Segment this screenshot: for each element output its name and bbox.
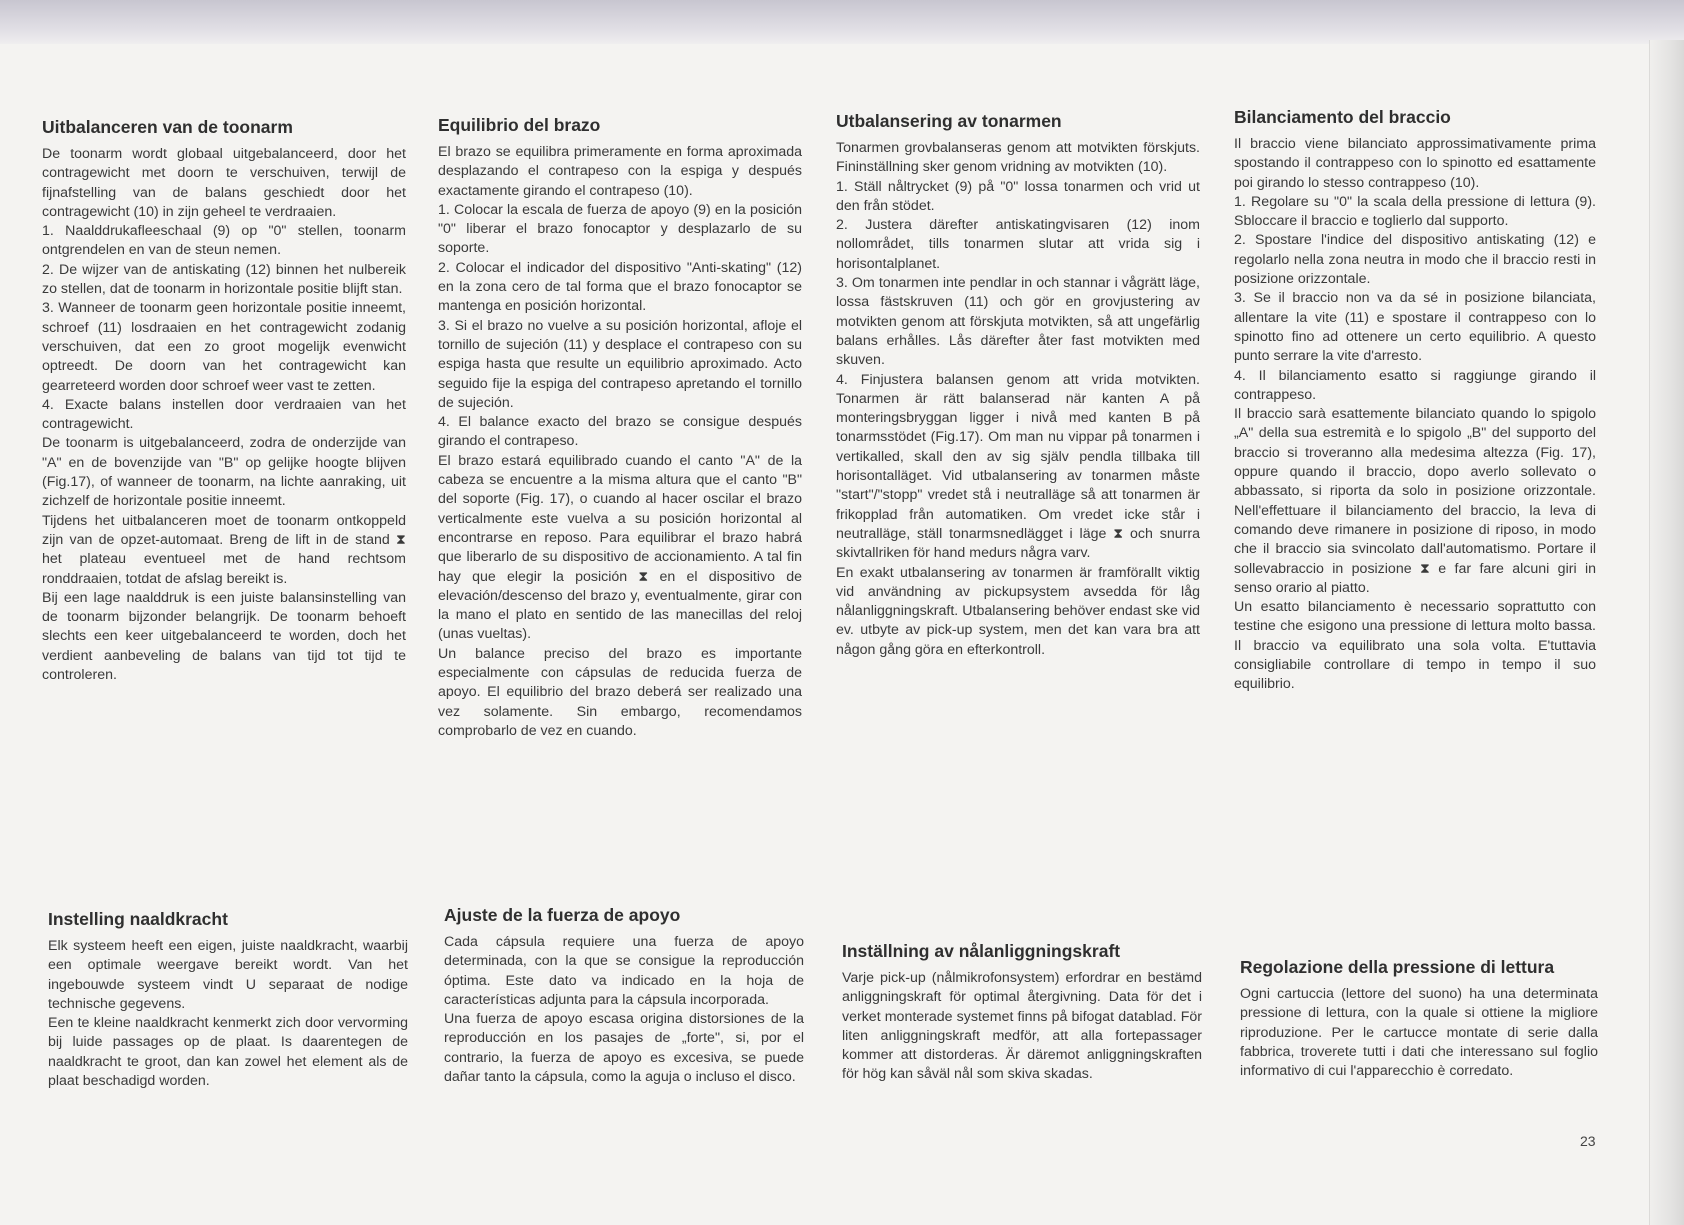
paragraph: 3. Si el brazo no vuelve a su posición horizontal, afloje el tornillo de sujeción (11) y desplace el contrapeso con su espiga hasta que resulte un equilibrio aproximado. Acto seguido fije la espiga del contrapeso apretando el tornillo de sujeción. xyxy=(438,317,802,411)
section-title: Ajuste de la fuerza de apoyo xyxy=(444,905,681,925)
paragraph: Elk systeem heeft een eigen, juiste naaldkracht, waarbij een optimale weergave bereikt wordt. Van het ingebouwde systeem vindt U separaat de nodige technische gegevens. xyxy=(48,938,408,1012)
paragraph: 4. Exacte balans instellen door verdraaien van het contragewicht. xyxy=(42,396,406,433)
column-swedish xyxy=(836,110,1200,660)
paragraph: De toonarm is uitgebalanceerd, zodra de onderzijde van "A" en de bovenzijde van "B" op gelijke hoogte blijven (Fig.17), of wanneer de toonarm, na lichte aanraking, uit zichzelf de horizontale positie inneemt. xyxy=(42,435,406,510)
paragraph: Bij een lage naalddruk is een juiste balansinstelling van de toonarm bijzonder belangrijk. De toonarm behoeft slechts een keer uitgebalanceerd te worden, doch het verdient aanbeveling de balans van tijd tot tijd te controleren. xyxy=(42,589,406,684)
section-title: Inställning av nålanliggningskraft xyxy=(842,941,1121,961)
paragraph: 4. El balance exacto del brazo se consigue después girando el contrapeso. xyxy=(438,414,802,450)
section-title: Instelling naaldkracht xyxy=(48,909,228,929)
section-title: Bilanciamento del braccio xyxy=(1234,107,1451,127)
paragraph: 2. De wijzer van de antiskating (12) binnen het nulbereik zo stellen, dat de toonarm in horizontale positie blijft stan. xyxy=(42,261,406,298)
paragraph: 4. Finjustera balansen genom att vrida motvikten. Tonarmen är rätt balanserad när kanten A på monteringsbryggan ligger i nivå med kanten B på tonarmsstödet (Fig.17). Om man nu vippar på tonarmen i vertikalled, skall den av sig själv pendla tillbaka till horisontalläget. Vid utbalansering av tonarmen måste "start"/"stopp" vredet stå i neutralläge så att tonarmen är frikopplad från automatiken. Om vredet icke står i neutralläge, ställ tonarmsnedlägget i läge ⧗ och snurra skivtallriken för hand medurs några varv. xyxy=(836,371,1200,562)
paragraph: Tonarmen grovbalanseras genom att motvikten förskjuts. Fininställning sker genom vridning av motvikten (10). xyxy=(836,140,1200,176)
paragraph: Una fuerza de apoyo escasa origina distorsiones de la reproducción en los pasajes de „forte", si, por el contrario, la fuerza de apoyo es excesiva, se puede dañar tanto la cápsula, como la aguja o incluso el disco. xyxy=(444,1011,804,1086)
paragraph: 2. Spostare l'indice del dispositivo antiskating (12) e regolarlo nella zona neutra in modo che il braccio resti in posizione orizzontale. xyxy=(1234,232,1596,288)
paragraph: 1. Regolare su "0" la scala della pressione di lettura (9). Sbloccare il braccio e toglierlo dal supporto. xyxy=(1234,193,1596,230)
paragraph: 4. Il bilanciamento esatto si raggiunge girando il contrappeso. xyxy=(1234,367,1596,403)
paragraph: En exakt utbalansering av tonarmen är framförallt viktig vid användning av pickupsystem avsedda för låg nålanliggningskraft. Utbalansering behöver endast ske vid ev. utbyte av pick-up system, men det kan vara bra att någon gång göra en efterkontroll. xyxy=(836,564,1200,658)
section-title: Equilibrio del brazo xyxy=(438,115,601,135)
paragraph: Cada cápsula requiere una fuerza de apoyo determinada, con la que se consigue la reproducción óptima. Este dato va indicado en la hoja de características adjunta para la cápsula incorporada. xyxy=(444,934,804,1008)
paragraph: El brazo se equilibra primeramente en forma aproximada desplazando el contrapeso con la espiga y después exactamente girando el contrapeso (10). xyxy=(438,144,802,199)
paragraph: 3. Wanneer de toonarm geen horizontale positie inneemt, schroef (11) losdraaien en het contragewicht zodanig verschuiven, dat een zo groot mogelijk evenwicht optreedt. De doorn van het contragewicht kan gearreteerd worden door schroef weer vast te zetten. xyxy=(42,300,406,394)
column-spanish-section2 xyxy=(444,904,804,1087)
paragraph: Un balance preciso del brazo es importante especialmente con cápsulas de reducida fuerza de apoyo. El equilibrio del brazo deberá ser realizado una vez solamente. Sin embargo, recomendamos comprobarlo de vez en cuando. xyxy=(438,645,802,739)
paragraph: 2. Justera därefter antiskatingvisaren (12) inom nollområdet, tills tonarmen slutar att vrida sig i horisontalplanet. xyxy=(836,217,1200,272)
paragraph: 3. Se il braccio non va da sé in posizione bilanciata, allentare la vite (11) e spostare il contrappeso con lo spinotto fino ad ottenere un certo equilibrio. A questo punto serrare la vite d'arresto. xyxy=(1234,290,1596,365)
column-swedish-section2 xyxy=(842,940,1202,1085)
section-title: Regolazione della pressione di lettura xyxy=(1240,957,1555,977)
page-number: 23 xyxy=(1580,1133,1596,1149)
paragraph: Il braccio viene bilanciato approssimativamente prima spostando il contrappeso con lo spinotto ed esattamente poi girando lo stesso contrappeso (10). xyxy=(1234,136,1596,191)
paragraph: 1. Colocar la escala de fuerza de apoyo (9) en la posición "0" liberar el brazo fonocaptor y desplazarlo de su soporte. xyxy=(438,201,802,257)
section-title: Uitbalanceren van de toonarm xyxy=(42,117,293,137)
paragraph: 1. Naalddrukafleeschaal (9) op "0" stellen, toonarm ontgrendelen en van de steun nemen. xyxy=(42,223,406,259)
paragraph: Tijdens het uitbalanceren moet de toonarm ontkoppeld zijn van de opzet-automaat. Breng de lift in de stand ⧗ het plateau eventueel met de hand rechtsom ronddraaien, totdat de afslag bereikt is. xyxy=(42,512,406,587)
column-italian-section2 xyxy=(1240,956,1598,1081)
column-spanish xyxy=(438,114,802,741)
column-italian xyxy=(1234,106,1596,695)
section-title: Utbalansering av tonarmen xyxy=(836,111,1062,131)
paragraph: De toonarm wordt globaal uitgebalanceerd, door het contragewicht met doorn te verschuiven, terwijl de fijnafstelling van de balans geschiedt door het contragewicht (10) in zijn geheel te verdraaien. xyxy=(42,146,406,220)
column-dutch-section2 xyxy=(48,908,408,1091)
page-right-edge xyxy=(1649,40,1684,1225)
page-top-shadow xyxy=(0,0,1684,44)
paragraph: Ogni cartuccia (lettore del suono) ha una determinata pressione di lettura, con la quale si ottiene la migliore riproduzione. Per le cartucce montate di serie dalla fabbrica, troverete tutti i dati che interessano sul foglio informativo di cui l'apparecchio è corredato. xyxy=(1240,986,1598,1080)
column-dutch xyxy=(42,116,406,685)
paragraph: Il braccio sarà esattemente bilanciato quando lo spigolo „A" della sua estremità e lo spigolo „B" del supporto del braccio si troveranno alla medesima altezza (Fig. 17), oppure quando il braccio, dopo averlo sollevato o abbassato, si riporta da solo in posizione orizzontale. Nell'effettuare il bilanciamento del braccio, la leva di comando deve rimanere in posizione di riposo, in modo che il braccio sia svincolato dall'automatismo. Portare il sollevabraccio in posizione ⧗ e far fare alcuni giri in senso orario al piatto. xyxy=(1234,406,1596,596)
paragraph: Varje pick-up (nålmikrofonsystem) erfordrar en bestämd anliggningskraft för optimal återgivning. Data för det i verket monterade systemet finns på bifogat datablad. För liten anliggningskraft medför, att alla fortepassager kommer att distorderas. Är däremot anliggningskraften för hög kan såväl nål som skiva skadas. xyxy=(842,970,1202,1083)
paragraph: 3. Om tonarmen inte pendlar in och stannar i vågrätt läge, lossa fästskruven (11) och gör en grovjustering av motvikten genom att förskjuta motvikten, så att ungefärlig balans erhålles. Lås därefter åter fast motvikten med skuven. xyxy=(836,275,1200,369)
paragraph: 2. Colocar el indicador del dispositivo "Anti-skating" (12) en la zona cero de tal forma que el brazo fonocaptor se mantenga en posición horizontal. xyxy=(438,259,802,315)
paragraph: El brazo estará equilibrado cuando el canto "A" de la cabeza se encuentre a la misma altura que el canto "B" del soporte (Fig. 17), o cuando al hacer oscilar el brazo verticalmente este vuelva a su posición horizontal al encontrarse en reposo. Para equilibrar el brazo habrá que liberarlo de su dispositivo de accionamiento. A tal fin hay que elegir la posición ⧗ en el dispositivo de elevación/descenso del brazo y, eventualmente, girar con la mano el plato en sentido de las manecillas del reloj (unas vueltas). xyxy=(438,452,802,643)
paragraph: 1. Ställ nåltrycket (9) på "0" lossa tonarmen och vrid ut den från stödet. xyxy=(836,178,1200,214)
paragraph: Un esatto bilanciamento è necessario soprattutto con testine che esigono una pressione di lettura molto bassa. Il braccio va equilibrato una sola volta. E'tuttavia consigliabile controllare di tempo in tempo il suo equilibrio. xyxy=(1234,599,1596,693)
paragraph: Een te kleine naaldkracht kenmerkt zich door vervorming bij luide passages op de plaat. Is daarentegen de naaldkracht te groot, dan kan zowel het element als de plaat beschadigd worden. xyxy=(48,1015,408,1090)
